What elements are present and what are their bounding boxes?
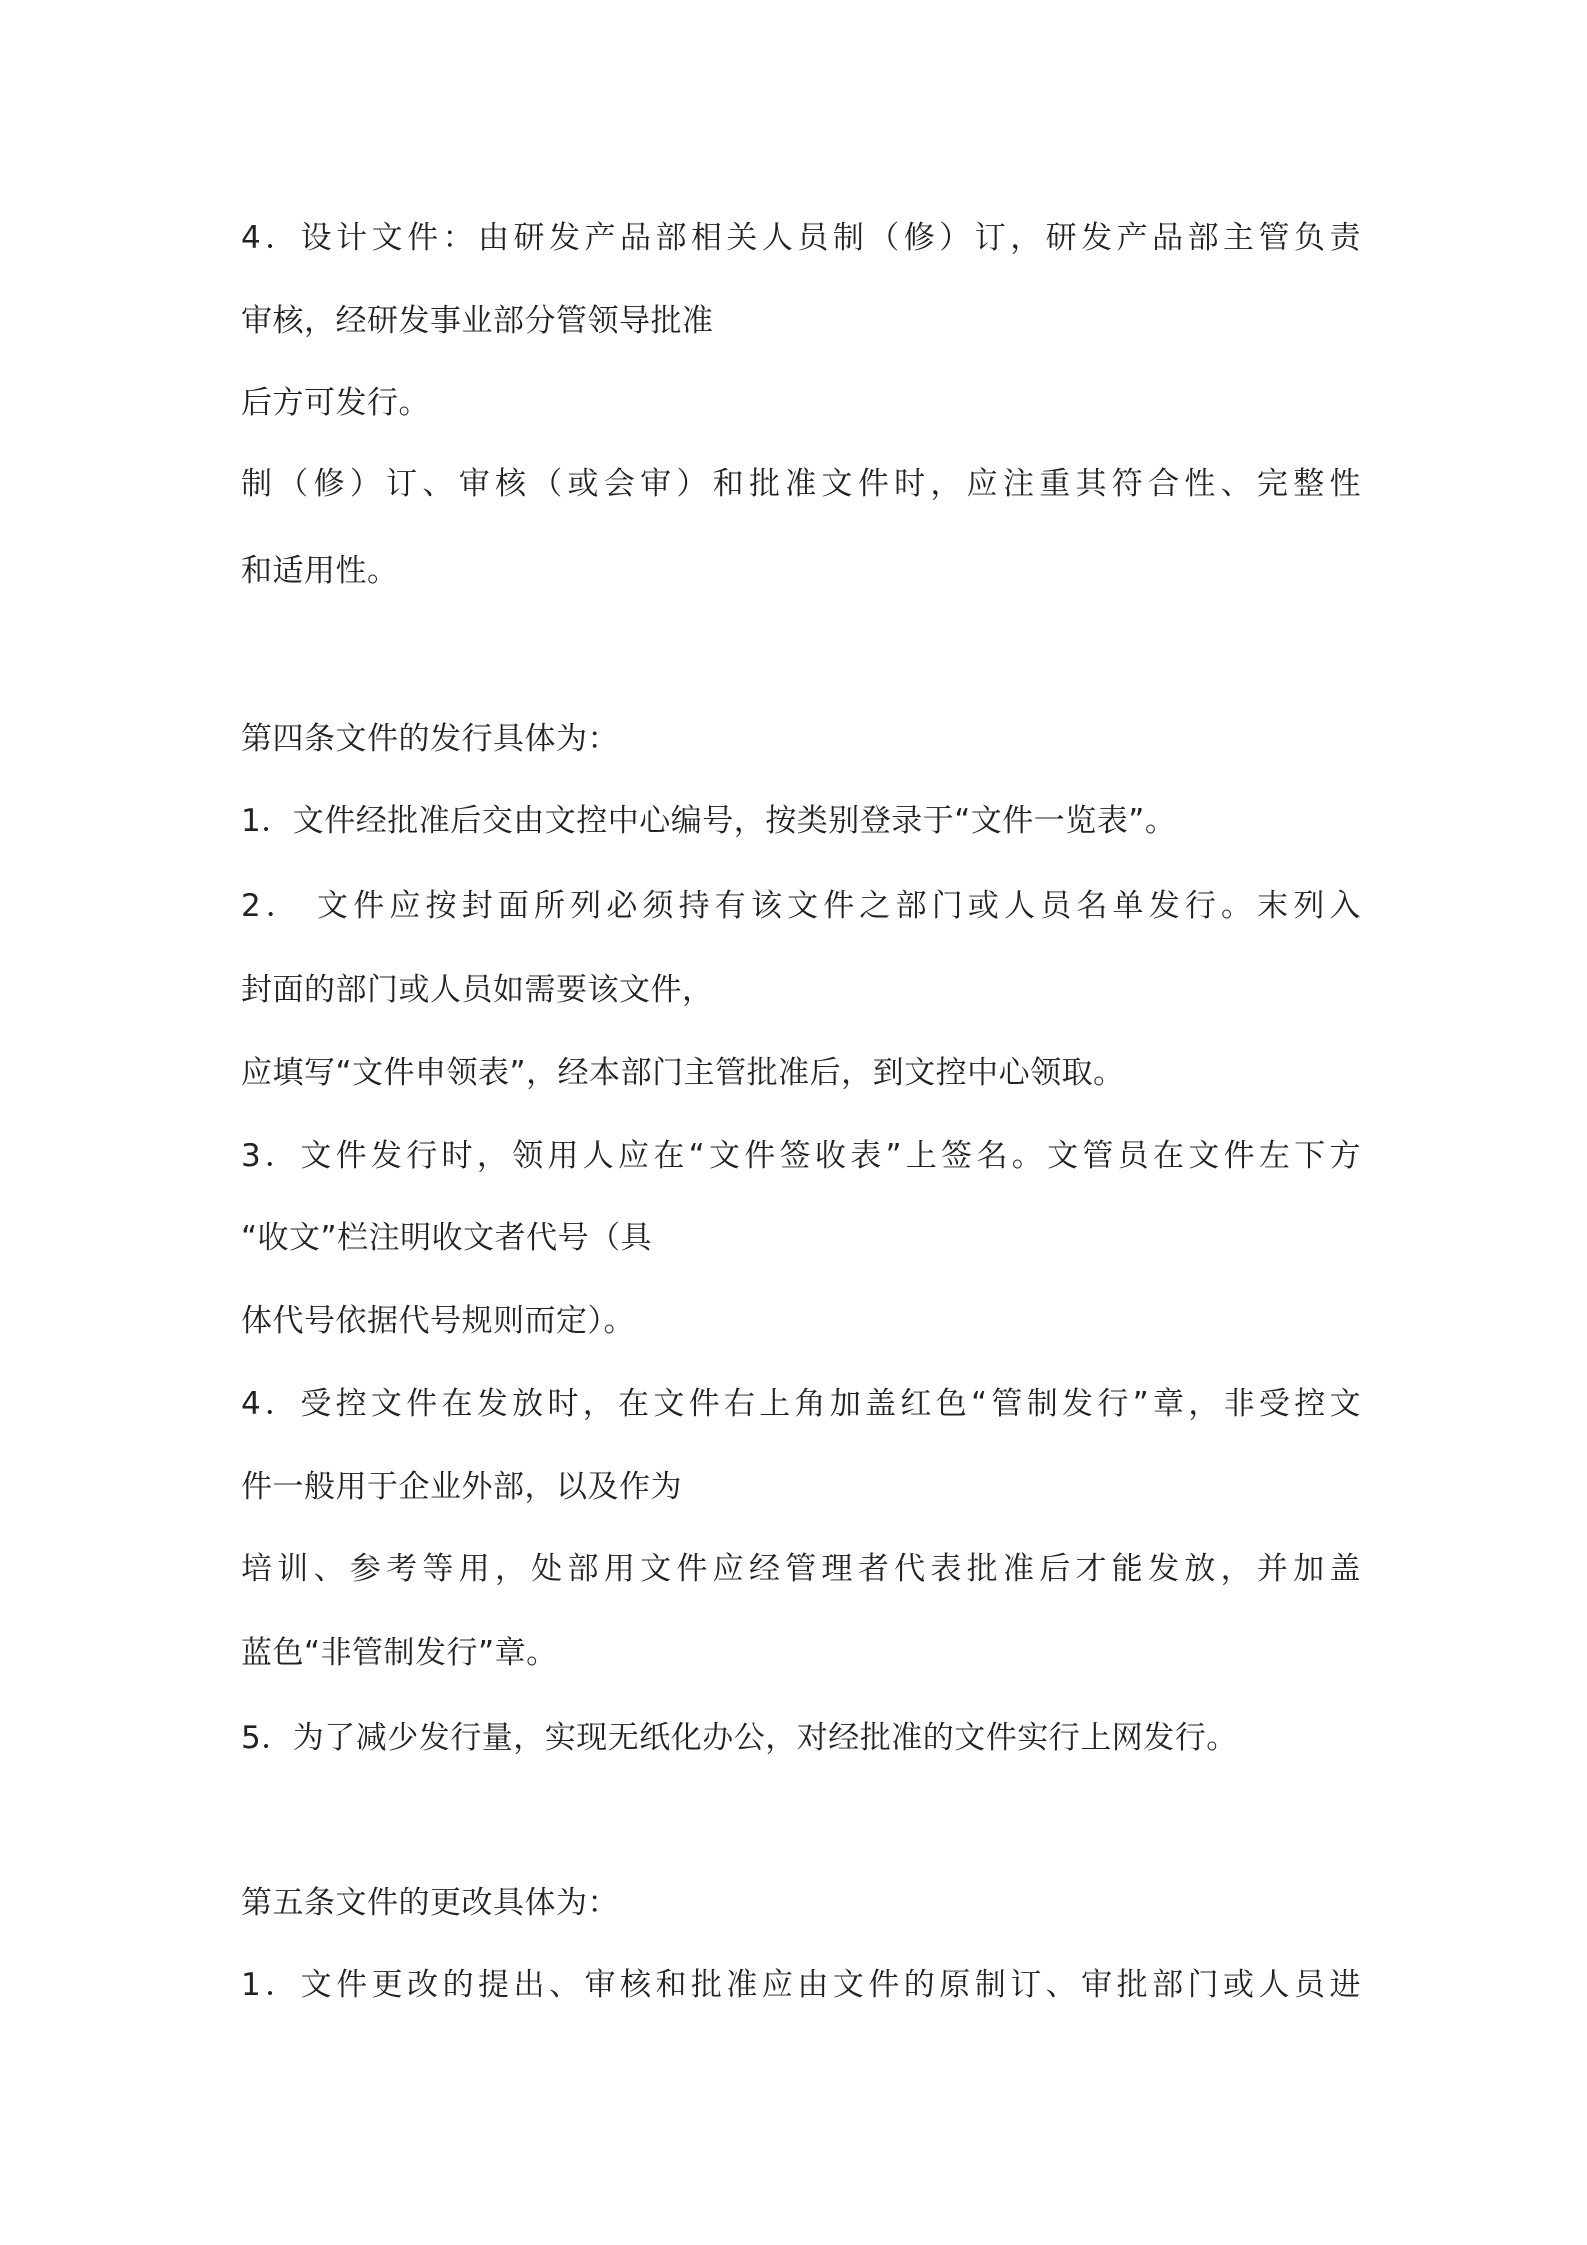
section-heading-article-5: 第五条文件的更改具体为： [241,1885,619,1921]
paragraph-line-18: 5．为了减少发行量，实现无纸化办公，对经批准的文件实行上网发行。 [241,1720,1238,1756]
paragraph-line-5: 和适用性。 [241,553,399,589]
paragraph-line-12: “收文”栏注明收文者代号（具 [241,1220,653,1256]
paragraph-line-10: 应填写“文件申领表”，经本部门主管批准后，到文控中心领取。 [241,1055,1125,1091]
paragraph-line-2: 审核，经研发事业部分管领导批准 [241,303,714,339]
paragraph-line-14: 4．受控文件在发放时，在文件右上角加盖红色“管制发行”章，非受控文 [241,1386,1361,1422]
paragraph-line-11: 3．文件发行时，领用人应在“文件签收表”上签名。文管员在文件左下方 [241,1138,1361,1174]
paragraph-line-15: 件一般用于企业外部，以及作为 [241,1469,682,1505]
paragraph-line-17: 蓝色“非管制发行”章。 [241,1635,558,1671]
paragraph-line-1: 4．设计文件：由研发产品部相关人员制（修）订，研发产品部主管负责 [241,220,1361,256]
section-heading-article-4: 第四条文件的发行具体为： [241,721,619,757]
paragraph-line-8: 2． 文件应按封面所列必须持有该文件之部门或人员名单发行。末列入 [241,888,1361,924]
paragraph-line-3: 后方可发行。 [241,385,430,421]
paragraph-line-20: 1．文件更改的提出、审核和批准应由文件的原制订、审批部门或人员进 [241,1967,1361,2003]
paragraph-line-9: 封面的部门或人员如需要该文件， [241,972,714,1008]
paragraph-line-7: 1．文件经批准后交由文控中心编号，按类别登录于“文件一览表”。 [241,803,1177,839]
paragraph-line-4: 制（修）订、审核（或会审）和批准文件时，应注重其符合性、完整性 [241,466,1361,502]
paragraph-line-16: 培训、参考等用，处部用文件应经管理者代表批准后才能发放，并加盖 [241,1551,1361,1587]
paragraph-line-13: 体代号依据代号规则而定）。 [241,1303,635,1339]
